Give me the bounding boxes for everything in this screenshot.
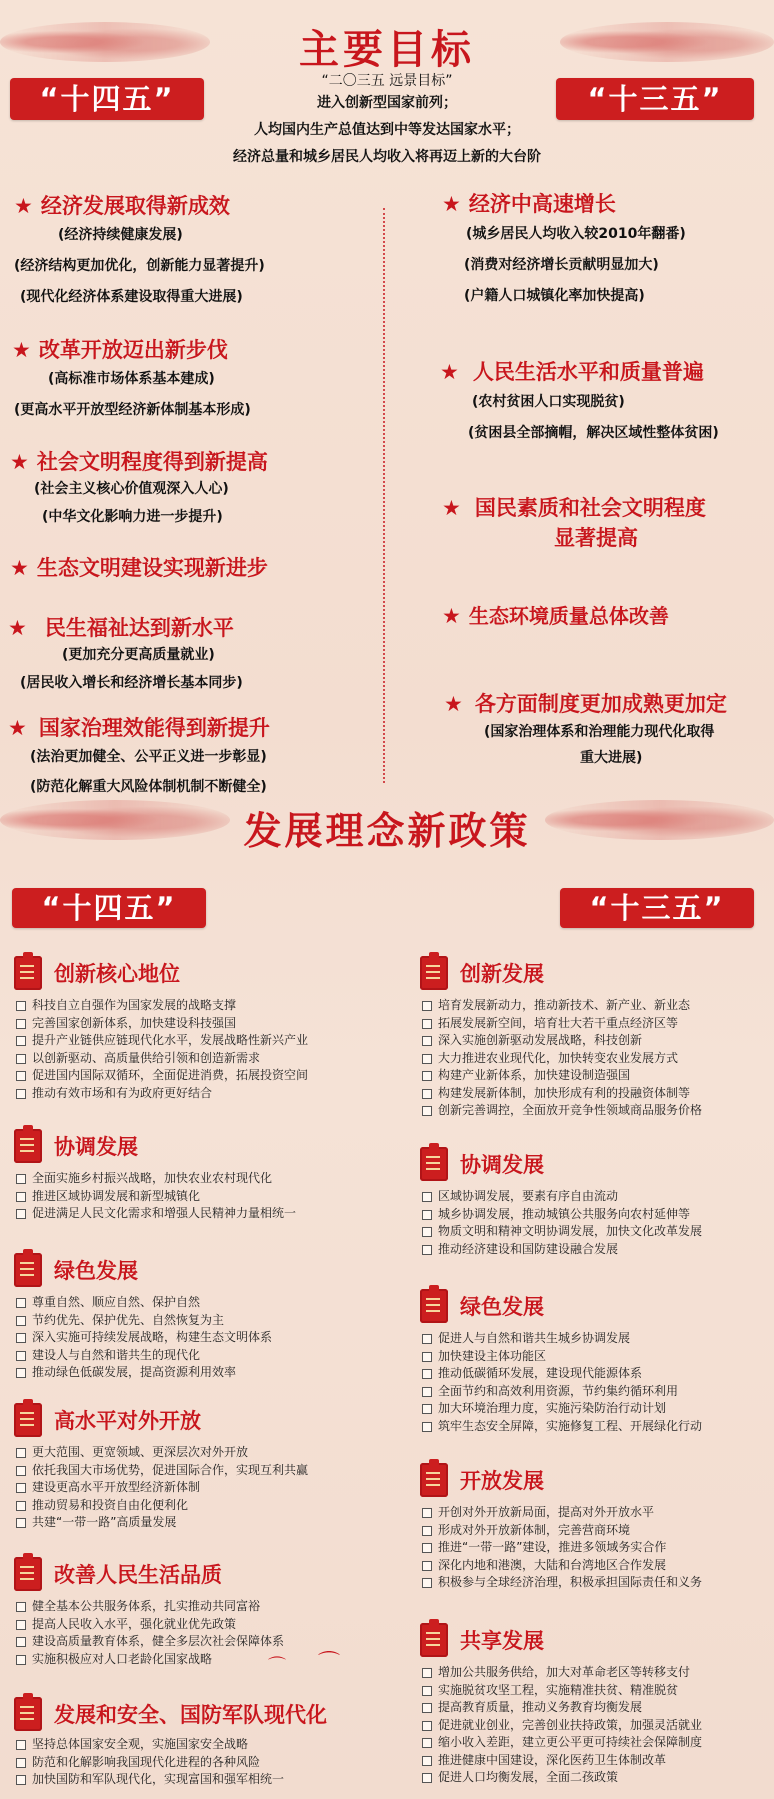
label-13th-five-year-policy: “十三五” xyxy=(560,888,754,928)
goal-sub: (经济持续健康发展) xyxy=(58,227,183,243)
party-flag-icon xyxy=(420,1289,448,1323)
list-item: 物质文明和精神文明协调发展，加快文化改革发展 xyxy=(420,1223,702,1241)
goal-left-1 xyxy=(14,190,265,313)
goal-sub: 重大进展) xyxy=(580,750,643,766)
star-icon: ★ xyxy=(442,604,461,628)
list-item: 尊重自然、顺应自然、保护自然 xyxy=(14,1294,272,1312)
goal-right-2 xyxy=(440,356,719,449)
section-title: 改善人民生活品质 xyxy=(54,1563,222,1587)
policy-right-sharing xyxy=(420,1620,702,1787)
star-icon: ★ xyxy=(442,192,461,216)
list-item: 提高人民收入水平，强化就业优先政策 xyxy=(14,1616,284,1634)
goals-title: 主要目标 xyxy=(299,27,475,73)
list-item: 推进“一带一路”建设，推进多领域务实合作 xyxy=(420,1539,702,1557)
list-item: 城乡协调发展，推动城镇公共服务向农村延伸等 xyxy=(420,1206,702,1224)
goal-right-3 xyxy=(442,492,706,552)
goal-title: 经济中高速增长 xyxy=(468,192,616,216)
star-icon: ★ xyxy=(8,616,27,640)
list-item: 提高教育质量，推动义务教育均衡发展 xyxy=(420,1699,702,1717)
goal-right-5 xyxy=(444,688,727,770)
list-item: 推动贸易和投资自由化便利化 xyxy=(14,1497,308,1515)
goal-title: 经济发展取得新成效 xyxy=(40,194,230,218)
list-item: 推动绿色低碳发展，提高资源利用效率 xyxy=(14,1364,272,1382)
list-item: 大力推进农业现代化，加快转变农业发展方式 xyxy=(420,1050,702,1068)
goal-sub: (居民收入增长和经济增长基本同步) xyxy=(20,675,243,691)
goal-sub: (高标准市场体系基本建成) xyxy=(48,371,215,387)
list-item: 建设人与自然和谐共生的现代化 xyxy=(14,1347,272,1365)
list-item: 区域协调发展，要素有序自由流动 xyxy=(420,1188,702,1206)
policy-right-innovation xyxy=(420,953,702,1120)
section-title: 发展和安全、国防军队现代化 xyxy=(54,1703,327,1727)
goal-sub: (更高水平开放型经济新体制基本形成) xyxy=(14,402,251,418)
goal-right-1 xyxy=(442,188,686,312)
goal-left-2 xyxy=(12,334,251,426)
goal-title: 生态环境质量总体改善 xyxy=(468,604,669,628)
goal-sub: (贫困县全部摘帽，解决区域性整体贫困) xyxy=(468,425,719,441)
list-item: 依托我国大市场优势，促进国际合作，实现互利共赢 xyxy=(14,1462,308,1480)
goal-sub: (社会主义核心价值观深入人心) xyxy=(34,481,229,497)
goal-sub: (农村贫困人口实现脱贫) xyxy=(472,394,625,410)
party-flag-icon xyxy=(420,956,448,990)
party-flag-icon xyxy=(14,1557,42,1591)
goal-left-6 xyxy=(8,712,270,803)
vision-line: 人均国内生产总值达到中等发达国家水平； xyxy=(254,122,520,138)
list-item: 更大范围、更宽领域、更深层次对外开放 xyxy=(14,1444,308,1462)
section-title: 开放发展 xyxy=(460,1469,544,1493)
list-item: 完善国家创新体系，加快建设科技强国 xyxy=(14,1015,308,1033)
list-item: 创新完善调控，全面放开竞争性领域商品服务价格 xyxy=(420,1102,702,1120)
list-item: 坚持总体国家安全观，实施国家安全战略 xyxy=(14,1736,327,1754)
list-item: 全面实施乡村振兴战略，加快农业农村现代化 xyxy=(14,1170,296,1188)
goal-left-3 xyxy=(10,446,268,533)
list-item: 实施积极应对人口老龄化国家战略 xyxy=(14,1651,284,1669)
list-item: 增加公共服务供给，加大对革命老区等转移支付 xyxy=(420,1664,702,1682)
list-item: 实施脱贫攻坚工程，实施精准扶贫、精准脱贫 xyxy=(420,1682,702,1700)
goal-sub: (中华文化影响力进一步提升) xyxy=(42,509,223,525)
list-item: 缩小收入差距，建立更公平更可持续社会保障制度 xyxy=(420,1734,702,1752)
list-item: 形成对外开放新体制，完善营商环境 xyxy=(420,1522,702,1540)
star-icon: ★ xyxy=(14,194,33,218)
bird-icon: ⌒ xyxy=(318,1651,341,1676)
label-14th-five-year-policy: “十四五” xyxy=(12,888,206,928)
party-flag-icon xyxy=(14,1129,42,1163)
section-title: 高水平对外开放 xyxy=(54,1409,201,1433)
list-item: 开创对外开放新局面，提高对外开放水平 xyxy=(420,1504,702,1522)
list-item: 促进满足人民文化需求和增强人民精神力量相统一 xyxy=(14,1205,296,1223)
list-item: 建设更高水平开放型经济新体制 xyxy=(14,1479,308,1497)
list-item: 建设高质量教育体系，健全多层次社会保障体系 xyxy=(14,1633,284,1651)
list-item: 防范和化解影响我国现代化进程的各种风险 xyxy=(14,1754,327,1772)
policy-left-opening xyxy=(14,1400,308,1532)
party-flag-icon xyxy=(14,1403,42,1437)
list-item: 推进区域协调发展和新型城镇化 xyxy=(14,1188,296,1206)
section-title: 创新发展 xyxy=(460,962,544,986)
goal-right-4 xyxy=(442,600,669,629)
vision-line: 经济总量和城乡居民人均收入将再迈上新的大台阶 xyxy=(233,149,541,165)
goal-title: 生态文明建设实现新进步 xyxy=(36,556,268,580)
goal-title-line2: 显著提高 xyxy=(554,526,638,550)
label-14th-five-year-goals: “十四五” xyxy=(10,78,204,120)
goal-sub: (法治更加健全、公平正义进一步彰显) xyxy=(30,749,267,765)
list-item: 促进人与自然和谐共生城乡协调发展 xyxy=(420,1330,702,1348)
list-item: 筑牢生态安全屏障，实施修复工程、开展绿化行动 xyxy=(420,1418,702,1436)
policy-left-livelihood xyxy=(14,1554,284,1668)
list-item: 推进健康中国建设，深化医药卫生体制改革 xyxy=(420,1752,702,1770)
policy-right-green xyxy=(420,1286,702,1435)
goals-divider xyxy=(383,208,385,783)
policy-left-innovation xyxy=(14,953,308,1102)
list-item: 提升产业链供应链现代化水平，发展战略性新兴产业 xyxy=(14,1032,308,1050)
vision-line: 进入创新型国家前列； xyxy=(317,95,457,111)
list-item: 构建产业新体系，加快建设制造强国 xyxy=(420,1067,702,1085)
goal-title: 社会文明程度得到新提高 xyxy=(36,450,268,474)
goal-left-4 xyxy=(10,552,268,582)
goal-title: 民生福祉达到新水平 xyxy=(44,616,234,640)
party-flag-icon xyxy=(420,1147,448,1181)
goal-sub: (国家治理体系和治理能力现代化取得 xyxy=(484,724,715,740)
bird-icon: ⌒ xyxy=(268,1656,286,1677)
list-item: 加快国防和军队现代化，实现富国和强军相统一 xyxy=(14,1771,327,1789)
list-item: 共建“一带一路”高质量发展 xyxy=(14,1514,308,1532)
list-item: 培育发展新动力，推动新技术、新产业、新业态 xyxy=(420,997,702,1015)
policy-right-coordination xyxy=(420,1144,702,1258)
list-item: 深化内地和港澳，大陆和台湾地区合作发展 xyxy=(420,1557,702,1575)
list-item: 节约优先、保护优先、自然恢复为主 xyxy=(14,1312,272,1330)
goal-title: 国民素质和社会文明程度 xyxy=(474,496,706,520)
list-item: 构建发展新体制，加快形成有利的投融资体制等 xyxy=(420,1085,702,1103)
label-13th-five-year-goals: “十三五” xyxy=(556,78,754,120)
goal-left-5 xyxy=(8,612,243,699)
goal-sub: (现代化经济体系建设取得重大进展) xyxy=(20,289,243,305)
vision-heading: “二〇三五 远景目标” xyxy=(321,73,453,89)
list-item: 以创新驱动、高质量供给引领和创造新需求 xyxy=(14,1050,308,1068)
party-flag-icon xyxy=(420,1623,448,1657)
party-flag-icon xyxy=(420,1463,448,1497)
policy-right-opening xyxy=(420,1460,702,1592)
goal-sub: (防范化解重大风险体制机制不断健全) xyxy=(30,779,267,795)
section-title: 绿色发展 xyxy=(54,1259,138,1283)
vision-2035 xyxy=(160,70,614,171)
list-item: 拓展发展新空间，培育壮大若干重点经济区等 xyxy=(420,1015,702,1033)
section-title: 协调发展 xyxy=(460,1153,544,1177)
list-item: 加大环境治理力度，实施污染防治行动计划 xyxy=(420,1400,702,1418)
goal-sub: (更加充分更高质量就业) xyxy=(62,647,215,663)
section-title: 共享发展 xyxy=(460,1629,544,1653)
section-title: 绿色发展 xyxy=(460,1295,544,1319)
goal-title: 各方面制度更加成熟更加定 xyxy=(474,692,727,716)
list-item: 促进国内国际双循环，全面促进消费，拓展投资空间 xyxy=(14,1067,308,1085)
list-item: 加快建设主体功能区 xyxy=(420,1348,702,1366)
star-icon: ★ xyxy=(10,556,29,580)
party-flag-icon xyxy=(14,956,42,990)
party-flag-icon xyxy=(14,1253,42,1287)
list-item: 科技自立自强作为国家发展的战略支撑 xyxy=(14,997,308,1015)
list-item: 推动低碳循环发展，建设现代能源体系 xyxy=(420,1365,702,1383)
list-item: 积极参与全球经济治理，积极承担国际责任和义务 xyxy=(420,1574,702,1592)
goal-sub: (消费对经济增长贡献明显加大) xyxy=(464,257,659,273)
policy-left-security xyxy=(14,1694,327,1789)
section-title: 协调发展 xyxy=(54,1135,138,1159)
star-icon: ★ xyxy=(440,360,459,384)
star-icon: ★ xyxy=(442,496,461,520)
list-item: 健全基本公共服务体系，扎实推动共同富裕 xyxy=(14,1598,284,1616)
goal-sub: (城乡居民人均收入较2010年翻番) xyxy=(466,226,686,242)
goal-title: 改革开放迈出新步伐 xyxy=(38,338,228,362)
star-icon: ★ xyxy=(444,692,463,716)
star-icon: ★ xyxy=(10,450,29,474)
list-item: 深入实施创新驱动发展战略，科技创新 xyxy=(420,1032,702,1050)
list-item: 推动经济建设和国防建设融合发展 xyxy=(420,1241,702,1259)
list-item: 推动有效市场和有为政府更好结合 xyxy=(14,1085,308,1103)
policy-left-green xyxy=(14,1250,272,1382)
star-icon: ★ xyxy=(8,716,27,740)
goal-sub: (户籍人口城镇化率加快提高) xyxy=(464,288,645,304)
list-item: 全面节约和高效利用资源，节约集约循环利用 xyxy=(420,1383,702,1401)
goal-sub: (经济结构更加优化，创新能力显著提升) xyxy=(14,258,265,274)
policy-left-coordination xyxy=(14,1126,296,1223)
list-item: 促进人口均衡发展，全面二孩政策 xyxy=(420,1769,702,1787)
policy-title: 发展理念新政策 xyxy=(243,809,531,853)
list-item: 深入实施可持续发展战略，构建生态文明体系 xyxy=(14,1329,272,1347)
section-title: 创新核心地位 xyxy=(54,962,180,986)
goal-title: 人民生活水平和质量普遍 xyxy=(472,360,704,384)
star-icon: ★ xyxy=(12,338,31,362)
list-item: 促进就业创业，完善创业扶持政策，加强灵活就业 xyxy=(420,1717,702,1735)
party-flag-icon xyxy=(14,1697,42,1731)
goal-title: 国家治理效能得到新提升 xyxy=(38,716,270,740)
